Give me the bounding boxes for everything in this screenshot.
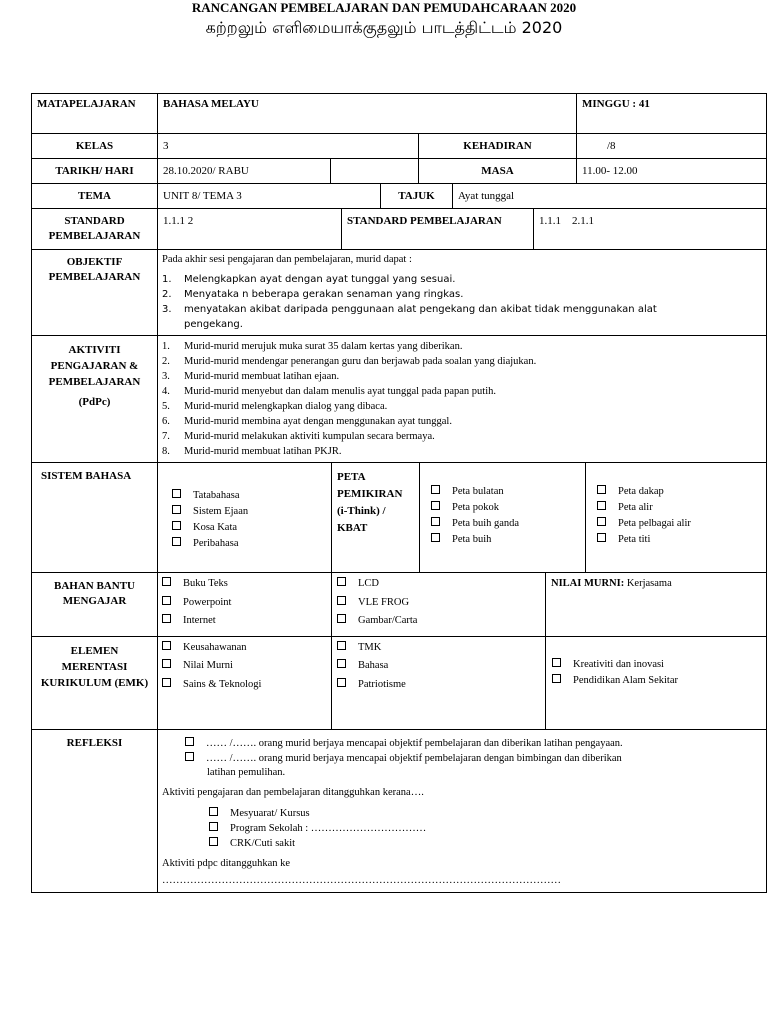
refleksi-line-cont: latihan pemulihan. [207, 767, 286, 778]
aktiviti-item: 8. Murid-murid membuat latihan PKJR. [162, 446, 342, 457]
checkbox[interactable] [185, 752, 194, 761]
checkbox[interactable] [597, 501, 606, 510]
sistem-item[interactable]: Sistem Ejaan [172, 505, 248, 519]
aktiviti-item: 6. Murid-murid membina ayat dengan menggunakan ayat tunggal. [162, 416, 452, 427]
checkbox[interactable] [337, 641, 346, 650]
label-peta-pemikiran: PETA PEMIKIRAN (i-Think) / KBAT [337, 471, 403, 534]
sistem-item[interactable]: Kosa Kata [172, 521, 237, 535]
nilai-murni: NILAI MURNI: Kerjasama [551, 578, 672, 589]
checkbox[interactable] [209, 807, 218, 816]
value-tema: UNIT 8/ TEMA 3 [163, 190, 242, 202]
label-standard: STANDARD PEMBELAJARAN [48, 215, 141, 242]
checkbox[interactable] [162, 659, 171, 668]
objektif-intro: Pada akhir sesi pengajaran dan pembelajaran, murid dapat : [162, 254, 412, 265]
aktiviti-item: 3. Murid-murid membuat latihan ejaan. [162, 371, 340, 382]
objektif-item: 1. Melengkapkan ayat dengan ayat tunggal yang sesuai. [162, 274, 456, 285]
peta-item[interactable]: Peta alir [597, 501, 653, 515]
sistem-item[interactable]: Peribahasa [172, 537, 238, 551]
emk-item[interactable]: Nilai Murni [162, 659, 233, 673]
emk-item[interactable]: TMK [337, 641, 381, 655]
bbm-item[interactable]: VLE FROG [337, 596, 409, 610]
emk-item[interactable]: Pendidikan Alam Sekitar [552, 674, 678, 688]
emk-item[interactable]: Patriotisme [337, 678, 406, 692]
label-tajuk: TAJUK [398, 190, 435, 202]
bbm-item[interactable]: Powerpoint [162, 596, 231, 610]
checkbox[interactable] [172, 521, 181, 530]
label-sistem-bahasa: SISTEM BAHASA [41, 470, 132, 482]
refleksi-reason[interactable]: Program Sekolah : …………………………… [209, 822, 426, 836]
label-masa: MASA [481, 165, 514, 177]
label-matapelajaran: MATAPELAJARAN [37, 98, 136, 110]
emk-item[interactable]: Keusahawanan [162, 641, 247, 655]
checkbox[interactable] [162, 678, 171, 687]
aktiviti-item: 7. Murid-murid melakukan aktiviti kumpulan secara bermaya. [162, 431, 435, 442]
refleksi-ke: Aktiviti pdpc ditangguhkan ke [162, 858, 291, 869]
label-objektif: OBJEKTIF PEMBELAJARAN [48, 256, 141, 283]
value-kehadiran: /8 [607, 140, 616, 152]
peta-item[interactable]: Peta bulatan [431, 485, 504, 499]
page-title: RANCANGAN PEMBELAJARAN DAN PEMUDAHCARAAN 2020 [191, 0, 577, 15]
bbm-item[interactable]: Internet [162, 614, 216, 628]
aktiviti-item: 4. Murid-murid menyebut dan dalam menulis ayat tunggal pada papan putih. [162, 386, 497, 397]
label-tarikh: TARIKH/ HARI [55, 165, 134, 177]
bbm-item[interactable]: Gambar/Carta [337, 614, 417, 628]
refleksi-reason[interactable]: CRK/Cuti sakit [209, 837, 295, 851]
label-emk: ELEMEN MERENTASI KURIKULUM (EMK) [40, 645, 149, 689]
checkbox[interactable] [431, 485, 440, 494]
emk-item[interactable]: Kreativiti dan inovasi [552, 658, 664, 672]
peta-item[interactable]: Peta pokok [431, 501, 499, 515]
checkbox[interactable] [209, 837, 218, 846]
peta-item[interactable]: Peta pelbagai alir [597, 517, 691, 531]
label-tema: TEMA [78, 190, 111, 202]
checkbox[interactable] [552, 658, 561, 667]
value-tarikh: 28.10.2020/ RABU [163, 165, 249, 177]
label-kelas: KELAS [75, 140, 114, 152]
checkbox[interactable] [431, 533, 440, 542]
checkbox[interactable] [162, 614, 171, 623]
value-kelas: 3 [163, 140, 169, 152]
peta-item[interactable]: Peta buih [431, 533, 491, 547]
checkbox[interactable] [597, 517, 606, 526]
checkbox[interactable] [162, 577, 171, 586]
checkbox[interactable] [431, 501, 440, 510]
checkbox[interactable] [431, 517, 440, 526]
checkbox[interactable] [172, 505, 181, 514]
objektif-item-cont: pengekang. [184, 319, 243, 330]
peta-item[interactable]: Peta buih ganda [431, 517, 519, 531]
emk-item[interactable]: Sains & Teknologi [162, 678, 261, 692]
objektif-item: 2. Menyataka n beberapa gerakan senaman yang ringkas. [162, 289, 464, 300]
checkbox[interactable] [552, 674, 561, 683]
checkbox[interactable] [162, 641, 171, 650]
value-standard: 1.1.1 2 [163, 215, 194, 227]
emk-item[interactable]: Bahasa [337, 659, 388, 673]
objektif-item: 3. menyatakan akibat daripada penggunaan alat pengekang dan akibat tidak menggunakan alat [162, 304, 657, 315]
checkbox[interactable] [337, 678, 346, 687]
checkbox[interactable] [337, 596, 346, 605]
refleksi-ditangguh: Aktiviti pengajaran dan pembelajaran ditangguhkan kerana…. [162, 787, 424, 798]
checkbox[interactable] [337, 577, 346, 586]
bbm-item[interactable]: Buku Teks [162, 577, 228, 591]
checkbox[interactable] [185, 737, 194, 746]
refleksi-line[interactable]: …… /……. orang murid berjaya mencapai objektif pembelajaran dengan bimbingan dan diberikan [185, 752, 622, 766]
value-standard-pembelajaran: 1.1.1 2.1.1 [539, 215, 594, 227]
bbm-item[interactable]: LCD [337, 577, 379, 591]
checkbox[interactable] [337, 614, 346, 623]
aktiviti-item: 5. Murid-murid melengkapkan dialog yang dibaca. [162, 401, 388, 412]
sistem-item[interactable]: Tatabahasa [172, 489, 240, 503]
label-refleksi: REFLEKSI [66, 737, 123, 749]
checkbox[interactable] [597, 533, 606, 542]
label-standard-pembelajaran: STANDARD PEMBELAJARAN [347, 215, 502, 227]
checkbox[interactable] [172, 537, 181, 546]
label-aktiviti: AKTIVITI PENGAJARAN & PEMBELAJARAN (PdPc) [48, 344, 141, 408]
label-bahan-bantu: BAHAN BANTU MENGAJAR [54, 580, 135, 607]
checkbox[interactable] [209, 822, 218, 831]
peta-item[interactable]: Peta titi [597, 533, 650, 547]
aktiviti-item: 2. Murid-murid mendengar penerangan guru dan berjawab pada soalan yang diajukan. [162, 356, 537, 367]
label-minggu: MINGGU : 41 [582, 98, 650, 110]
refleksi-reason[interactable]: Mesyuarat/ Kursus [209, 807, 310, 821]
page-subtitle: கற்றலும் எளிமையாக்குதலும் பாடத்திட்டம் 2020 [205, 18, 563, 37]
label-kehadiran: KEHADIRAN [463, 140, 532, 152]
peta-item[interactable]: Peta dakap [597, 485, 664, 499]
refleksi-line[interactable]: …… /……. orang murid berjaya mencapai objektif pembelajaran dan diberikan latihan pengayaan. [185, 737, 623, 751]
checkbox[interactable] [337, 659, 346, 668]
checkbox[interactable] [597, 485, 606, 494]
refleksi-dots[interactable]: …………………………………………………………………………………………………… [162, 875, 561, 886]
checkbox[interactable] [172, 489, 181, 498]
value-masa: 11.00- 12.00 [582, 165, 638, 177]
checkbox[interactable] [162, 596, 171, 605]
aktiviti-item: 1. Murid-murid merujuk muka surat 35 dalam kertas yang diberikan. [162, 341, 463, 352]
value-tajuk: Ayat tunggal [458, 190, 515, 202]
value-matapelajaran: BAHASA MELAYU [163, 98, 259, 110]
